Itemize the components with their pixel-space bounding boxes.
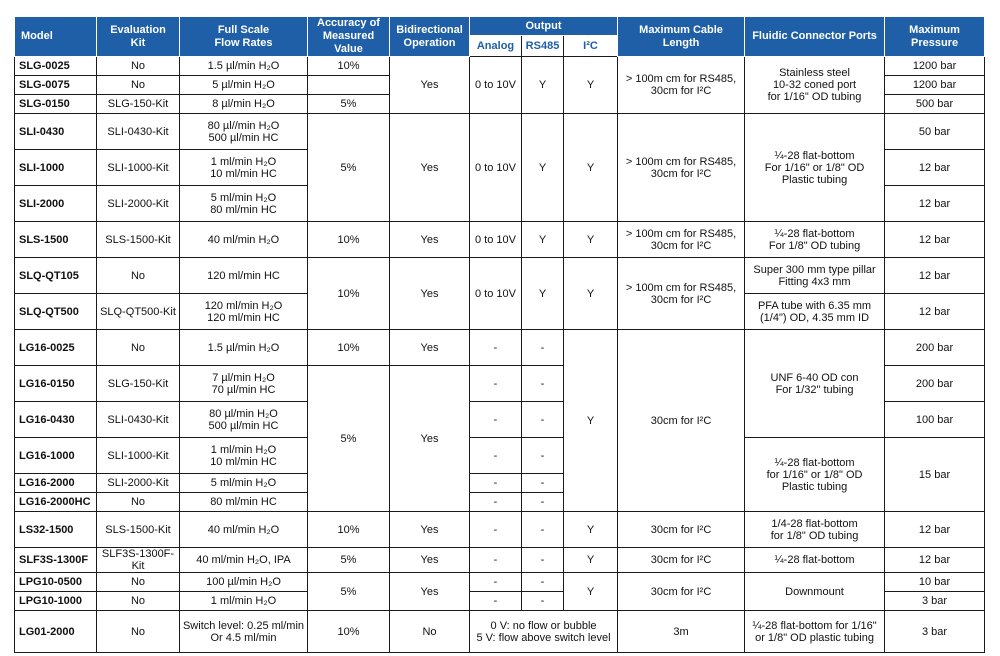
flow-cell: 120 ml/min HC <box>180 258 308 294</box>
rs485-cell: - <box>522 573 564 592</box>
output-cell: 0 V: no flow or bubble 5 V: flow above switch level <box>470 611 618 653</box>
kit-cell: SLI-1000-Kit <box>97 438 180 474</box>
accuracy-cell: 10% <box>308 57 390 76</box>
model-cell: LPG10-0500 <box>15 573 97 592</box>
pressure-cell: 12 bar <box>885 294 985 330</box>
model-cell: SLQ-QT105 <box>15 258 97 294</box>
cable-cell: > 100m cm for RS485, 30cm for I²C <box>618 114 745 222</box>
kit-cell: SLQ-QT500-Kit <box>97 294 180 330</box>
header-output: Output <box>470 17 618 36</box>
analog-cell: - <box>470 548 522 573</box>
model-cell: SLS-1500 <box>15 222 97 258</box>
accuracy-cell: 5% <box>308 366 390 512</box>
flow-cell: 40 ml/min H₂O <box>180 512 308 548</box>
table-row <box>15 222 985 258</box>
bidir-cell: No <box>390 611 470 653</box>
ports-cell: PFA tube with 6.35 mm (1/4") OD, 4.35 mm ID <box>745 294 885 330</box>
pressure-cell: 1200 bar <box>885 76 985 95</box>
header-bidirectional: Bidirectional Operation <box>390 17 470 57</box>
bidir-cell: Yes <box>390 258 470 330</box>
pressure-cell: 50 bar <box>885 114 985 150</box>
analog-cell: - <box>470 493 522 512</box>
kit-cell: SLI-2000-Kit <box>97 186 180 222</box>
table-row <box>15 438 985 474</box>
header-i2c: I²C <box>564 36 618 57</box>
flow-cell: 1 ml/min H₂O <box>180 592 308 611</box>
flow-cell: 5 ml/min H₂O 80 ml/min HC <box>180 186 308 222</box>
analog-cell: 0 to 10V <box>470 222 522 258</box>
bidir-cell: Yes <box>390 57 470 114</box>
flow-cell: 80 ml/min HC <box>180 493 308 512</box>
analog-cell: - <box>470 366 522 402</box>
model-cell: SLQ-QT500 <box>15 294 97 330</box>
pressure-cell: 12 bar <box>885 222 985 258</box>
cable-cell: 30cm for I²C <box>618 512 745 548</box>
model-cell: SLI-0430 <box>15 114 97 150</box>
accuracy-cell: 5% <box>308 548 390 573</box>
model-cell: LG16-0025 <box>15 330 97 366</box>
analog-cell: - <box>470 402 522 438</box>
kit-cell: SLG-150-Kit <box>97 95 180 114</box>
accuracy-cell: 5% <box>308 95 390 114</box>
kit-cell: No <box>97 258 180 294</box>
i2c-cell: Y <box>564 512 618 548</box>
pressure-cell: 100 bar <box>885 402 985 438</box>
ports-cell: ¼-28 flat-bottom <box>745 548 885 573</box>
ports-cell: Super 300 mm type pillar Fitting 4x3 mm <box>745 258 885 294</box>
rs485-cell: Y <box>522 57 564 114</box>
rs485-cell: Y <box>522 222 564 258</box>
analog-cell: - <box>470 592 522 611</box>
model-cell: LG16-0150 <box>15 366 97 402</box>
rs485-cell: Y <box>522 258 564 330</box>
accuracy-cell: 10% <box>308 330 390 366</box>
header-fluidic-connector-ports: Fluidic Connector Ports <box>745 17 885 57</box>
header-analog: Analog <box>470 36 522 57</box>
pressure-cell: 500 bar <box>885 95 985 114</box>
cable-cell: 30cm for I²C <box>618 573 745 611</box>
model-cell: LS32-1500 <box>15 512 97 548</box>
analog-cell: 0 to 10V <box>470 57 522 114</box>
analog-cell: - <box>470 330 522 366</box>
accuracy-cell: 10% <box>308 258 390 330</box>
rs485-cell: - <box>522 592 564 611</box>
bidir-cell: Yes <box>390 222 470 258</box>
kit-cell: No <box>97 76 180 95</box>
i2c-cell: Y <box>564 258 618 330</box>
analog-cell: - <box>470 512 522 548</box>
flow-cell: 1.5 µl/min H₂O <box>180 57 308 76</box>
accuracy-cell: 5% <box>308 114 390 222</box>
table-row <box>15 57 985 76</box>
i2c-cell: Y <box>564 330 618 512</box>
pressure-cell: 12 bar <box>885 512 985 548</box>
flow-cell: 8 µl/min H₂O <box>180 95 308 114</box>
kit-cell: SLI-0430-Kit <box>97 402 180 438</box>
i2c-cell: Y <box>564 548 618 573</box>
accuracy-cell <box>308 76 390 95</box>
pressure-cell: 12 bar <box>885 548 985 573</box>
accuracy-cell: 10% <box>308 611 390 653</box>
cable-cell: 30cm for I²C <box>618 548 745 573</box>
model-cell: SLI-2000 <box>15 186 97 222</box>
pressure-cell: 12 bar <box>885 258 985 294</box>
analog-cell: 0 to 10V <box>470 258 522 330</box>
model-cell: SLF3S-1300F <box>15 548 97 573</box>
kit-cell: SLF3S-1300F-Kit <box>97 548 180 573</box>
rs485-cell: - <box>522 438 564 474</box>
pressure-cell: 3 bar <box>885 592 985 611</box>
flow-cell: Switch level: 0.25 ml/min Or 4.5 ml/min <box>180 611 308 653</box>
flow-cell: 120 ml/min H₂O 120 ml/min HC <box>180 294 308 330</box>
accuracy-cell: 5% <box>308 573 390 611</box>
analog-cell: - <box>470 573 522 592</box>
flow-cell: 1 ml/min H₂O 10 ml/min HC <box>180 150 308 186</box>
kit-cell: SLI-2000-Kit <box>97 474 180 493</box>
analog-cell: - <box>470 438 522 474</box>
ports-cell: ¼-28 flat-bottom for 1/16" or 1/8" OD Plastic tubing <box>745 438 885 512</box>
model-cell: SLG-0150 <box>15 95 97 114</box>
table-row <box>15 258 985 294</box>
flow-cell: 5 µl/min H₂O <box>180 76 308 95</box>
flow-cell: 1.5 µl/min H₂O <box>180 330 308 366</box>
bidir-cell: Yes <box>390 330 470 366</box>
bidir-cell: Yes <box>390 366 470 512</box>
rs485-cell: - <box>522 330 564 366</box>
ports-cell: ¼-28 flat-bottom for 1/16" or 1/8" OD plastic tubing <box>745 611 885 653</box>
rs485-cell: - <box>522 493 564 512</box>
kit-cell: SLG-150-Kit <box>97 366 180 402</box>
accuracy-cell: 10% <box>308 222 390 258</box>
kit-cell: No <box>97 330 180 366</box>
kit-cell: No <box>97 493 180 512</box>
flow-cell: 5 ml/min H₂O <box>180 474 308 493</box>
rs485-cell: Y <box>522 114 564 222</box>
kit-cell: SLI-1000-Kit <box>97 150 180 186</box>
model-cell: LPG10-1000 <box>15 592 97 611</box>
accuracy-cell: 10% <box>308 512 390 548</box>
bidir-cell: Yes <box>390 573 470 611</box>
kit-cell: SLI-0430-Kit <box>97 114 180 150</box>
kit-cell: SLS-1500-Kit <box>97 512 180 548</box>
ports-cell: ¼-28 flat-bottom For 1/8" OD tubing <box>745 222 885 258</box>
i2c-cell: Y <box>564 57 618 114</box>
analog-cell: - <box>470 474 522 493</box>
i2c-cell: Y <box>564 573 618 611</box>
flow-cell: 100 µl/min H₂O <box>180 573 308 592</box>
flow-cell: 7 µl/min H₂O 70 µl/min HC <box>180 366 308 402</box>
model-cell: LG16-1000 <box>15 438 97 474</box>
header-full-scale-flow-rates: Full Scale Flow Rates <box>180 17 308 57</box>
bidir-cell: Yes <box>390 512 470 548</box>
pressure-cell: 200 bar <box>885 366 985 402</box>
table-row <box>15 611 985 653</box>
kit-cell: No <box>97 573 180 592</box>
model-cell: LG01-2000 <box>15 611 97 653</box>
pressure-cell: 15 bar <box>885 438 985 512</box>
ports-cell: ¼-28 flat-bottom For 1/16" or 1/8" OD Plastic tubing <box>745 114 885 222</box>
table-row <box>15 114 985 150</box>
rs485-cell: - <box>522 548 564 573</box>
pressure-cell: 200 bar <box>885 330 985 366</box>
cable-cell: > 100m cm for RS485, 30cm for I²C <box>618 258 745 330</box>
ports-cell: UNF 6-40 OD con For 1/32" tubing <box>745 330 885 438</box>
header-accuracy: Accuracy of Measured Value <box>308 17 390 57</box>
ports-cell: 1/4-28 flat-bottom for 1/8" OD tubing <box>745 512 885 548</box>
cable-cell: 3m <box>618 611 745 653</box>
table-row <box>15 573 985 592</box>
flow-cell: 1 ml/min H₂O 10 ml/min HC <box>180 438 308 474</box>
kit-cell: No <box>97 57 180 76</box>
analog-cell: 0 to 10V <box>470 114 522 222</box>
kit-cell: No <box>97 592 180 611</box>
cable-cell: > 100m cm for RS485, 30cm for I²C <box>618 57 745 114</box>
kit-cell: SLS-1500-Kit <box>97 222 180 258</box>
cable-cell: > 100m cm for RS485, 30cm for I²C <box>618 222 745 258</box>
header-model: Model <box>15 17 97 57</box>
flow-cell: 80 µl//min H₂O 500 µl/min HC <box>180 114 308 150</box>
rs485-cell: - <box>522 474 564 493</box>
header-max-cable-length: Maximum Cable Length <box>618 17 745 57</box>
flow-cell: 80 µl/min H₂O 500 µl/min HC <box>180 402 308 438</box>
model-cell: SLG-0025 <box>15 57 97 76</box>
pressure-cell: 1200 bar <box>885 57 985 76</box>
i2c-cell: Y <box>564 114 618 222</box>
table-row <box>15 330 985 366</box>
cable-cell: 30cm for I²C <box>618 330 745 512</box>
flow-cell: 40 ml/min H₂O, IPA <box>180 548 308 573</box>
pressure-cell: 12 bar <box>885 186 985 222</box>
ports-cell: Stainless steel 10-32 coned port for 1/16" OD tubing <box>745 57 885 114</box>
bidir-cell: Yes <box>390 548 470 573</box>
kit-cell: No <box>97 611 180 653</box>
header-max-pressure: Maximum Pressure <box>885 17 985 57</box>
bidir-cell: Yes <box>390 114 470 222</box>
header-evaluation-kit: Evaluation Kit <box>97 17 180 57</box>
rs485-cell: - <box>522 402 564 438</box>
rs485-cell: - <box>522 366 564 402</box>
model-cell: LG16-2000HC <box>15 493 97 512</box>
model-cell: SLI-1000 <box>15 150 97 186</box>
table-row <box>15 548 985 573</box>
pressure-cell: 10 bar <box>885 573 985 592</box>
flow-cell: 40 ml/min H₂O <box>180 222 308 258</box>
model-cell: LG16-2000 <box>15 474 97 493</box>
flow-sensor-spec-table <box>14 16 985 653</box>
header-rs485: RS485 <box>522 36 564 57</box>
pressure-cell: 3 bar <box>885 611 985 653</box>
i2c-cell: Y <box>564 222 618 258</box>
model-cell: LG16-0430 <box>15 402 97 438</box>
pressure-cell: 12 bar <box>885 150 985 186</box>
table-row <box>15 512 985 548</box>
rs485-cell: - <box>522 512 564 548</box>
ports-cell: Downmount <box>745 573 885 611</box>
model-cell: SLG-0075 <box>15 76 97 95</box>
